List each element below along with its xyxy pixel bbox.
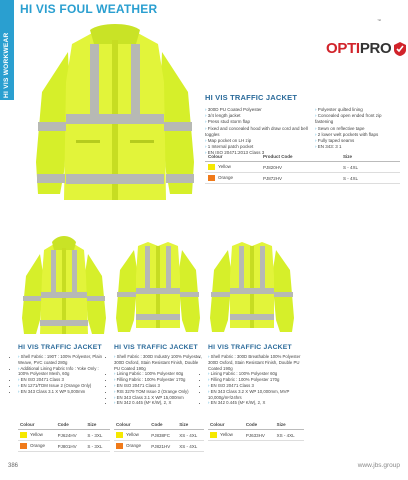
feature-item: › • Shell Fabric : 300D Industry 100% Polyester, 300D Oxford, Stain Resistant Finish, Double PU Coated 190g	[114, 354, 204, 371]
feature-item: › • EN 1271/TDM Issue 2 (Orange Only)	[18, 383, 110, 389]
sub-product-1-table	[18, 420, 110, 452]
main-product-table	[205, 152, 400, 184]
feature-item: › • Lining Fabric : 100% Polyester 60g	[114, 371, 204, 377]
feature-item: › • EN 342 0.445 (M² K/W), 2, X	[208, 400, 308, 406]
table-header-size: Size	[85, 420, 110, 430]
table-header-code: Product Code	[260, 152, 340, 162]
sidebar-label: HI VIS WORKWEAR	[3, 32, 10, 98]
code-cell: PJ801HV	[56, 441, 86, 452]
colour-cell: Orange	[205, 173, 260, 184]
jacket-image-3	[206, 236, 298, 336]
feature-item: › EN 343: 3 1	[315, 144, 400, 150]
sub-product-title: HI VIS TRAFFIC JACKET	[18, 344, 102, 351]
main-jacket-image	[30, 22, 200, 200]
website-link[interactable]: www.jbs.group	[357, 462, 400, 469]
table-header-colour: Colour	[114, 420, 149, 430]
code-cell: PJ838FC	[149, 430, 177, 441]
logo-opti: OPTI	[326, 40, 360, 57]
table-row	[114, 430, 204, 441]
sub-product-features	[208, 354, 308, 406]
table-header-size: Size	[275, 420, 304, 430]
sub-product-features	[18, 354, 110, 395]
size-cell: XS - 4XL	[177, 441, 204, 452]
code-cell: PJ872HV	[260, 173, 340, 184]
table-row	[18, 441, 110, 452]
size-cell: S - 3XL	[85, 430, 110, 441]
feature-item: › • EN 342 0.445 (M² K/W), 2, X	[114, 400, 204, 406]
main-product-title: HI VIS TRAFFIC JACKET	[205, 93, 298, 102]
feature-item: › Concealed open ended front zip fastening	[315, 113, 400, 125]
code-cell: PJ820HV	[260, 162, 340, 173]
feature-item: › Polyester quilted lining	[315, 107, 400, 113]
trademark: ™	[377, 18, 381, 23]
table-row	[205, 173, 400, 184]
feature-item: › Fixed and concealed hood with draw cord and bell toggles	[205, 126, 315, 138]
jacket-image-2	[112, 236, 204, 336]
colour-cell: Yellow	[208, 430, 244, 441]
colour-swatch	[208, 164, 215, 170]
logo-pro: PRO	[359, 40, 392, 57]
feature-item: › • Filling Fabric : 100% Polyester 170g	[208, 377, 308, 383]
size-cell: XS - 4XL	[177, 430, 204, 441]
code-cell: PJ633HV	[244, 430, 275, 441]
table-header-colour: Colour	[205, 152, 260, 162]
table-row	[205, 162, 400, 173]
colour-swatch	[116, 443, 123, 449]
feature-item: › Map pocket on LH zip	[205, 138, 315, 144]
feature-item: › 3/4 length jacket	[205, 113, 315, 119]
feature-item: › 2 lower welt pockets with flaps	[315, 132, 400, 138]
feature-item: › • EN ISO 20471 Class 3	[18, 377, 110, 383]
colour-cell: Orange	[18, 441, 56, 452]
jacket-image-1	[18, 236, 110, 336]
size-cell: S - 3XL	[85, 441, 110, 452]
table-header-code: Code	[149, 420, 177, 430]
table-header-code: Code	[244, 420, 275, 430]
feature-item: › • EN ISO 20471 Class 3	[208, 383, 308, 389]
colour-cell: Orange	[114, 441, 149, 452]
colour-cell: Yellow	[114, 430, 149, 441]
colour-swatch	[210, 432, 217, 438]
size-cell: S - 4XL	[340, 162, 400, 173]
table-header-colour: Colour	[18, 420, 56, 430]
code-cell: PJ624HV	[56, 430, 86, 441]
feature-item: › Press stud storm flap	[205, 119, 315, 125]
feature-item: › Fully taped seams	[315, 138, 400, 144]
sub-product-features	[114, 354, 204, 406]
feature-item: › • Additional Lining Fabric Info : Yoke Only : 100% Polyester Mesh, 60g	[18, 366, 110, 378]
sub-product-3	[208, 344, 308, 406]
table-header-colour: Colour	[208, 420, 244, 430]
size-cell: XS - 4XL	[275, 430, 304, 441]
feature-item: › 1 Internal patch pocket	[205, 144, 315, 150]
sub-product-title: HI VIS TRAFFIC JACKET	[114, 344, 198, 351]
feature-item: › EN ISO 20471:2013 Class 3	[205, 150, 315, 156]
table-row	[208, 430, 304, 441]
page-number: 386	[8, 463, 19, 469]
sub-product-1	[18, 344, 110, 395]
logo-shield-icon	[392, 41, 408, 57]
feature-item: › • EN 343 Class 3.2 X WP 10,000mm, MVP 10,000g/m²/24hrs	[208, 389, 308, 401]
main-product-info	[205, 93, 400, 157]
feature-item: › • EN ISO 20471 Class 3	[114, 383, 204, 389]
feature-item: › • RIS 3279 TOM Issue 2 (Orange Only)	[114, 389, 204, 395]
table-header-code: Code	[56, 420, 86, 430]
colour-cell: Yellow	[18, 430, 56, 441]
table-row	[18, 430, 110, 441]
page-title: HI VIS FOUL WEATHER	[20, 2, 158, 16]
colour-swatch	[116, 432, 123, 438]
feature-item: › • EN 343 Class 3.1 X WP 15,000mm	[114, 395, 204, 401]
feature-item: › 300D PU Coated Polyester	[205, 107, 315, 113]
sub-product-3-table	[208, 420, 304, 441]
sub-product-2	[114, 344, 204, 406]
code-cell: PJ821HV	[149, 441, 177, 452]
features-column-2	[315, 107, 400, 157]
sub-product-2-table	[114, 420, 204, 452]
table-header-size: Size	[340, 152, 400, 162]
size-cell: S - 4XL	[340, 173, 400, 184]
colour-swatch	[208, 175, 215, 181]
optipro-logo	[326, 40, 408, 57]
colour-swatch	[20, 443, 27, 449]
features-column-1	[205, 107, 315, 157]
colour-cell: Yellow	[205, 162, 260, 173]
table-row	[114, 441, 204, 452]
feature-item: › • Shell Fabric : 190T : 100% Polyester, Plain Weave, PVC coated 280g	[18, 354, 110, 366]
main-product-features	[205, 107, 400, 157]
colour-swatch	[20, 432, 27, 438]
sub-product-title: HI VIS TRAFFIC JACKET	[208, 344, 292, 351]
feature-item: › • Lining Fabric : 100% Polyester 60g	[208, 371, 308, 377]
table-header-size: Size	[177, 420, 204, 430]
feature-item: › • Shell Fabric : 300D Breathable 100% Polyester 300D Oxford, Stain Resistant Finish, Double PU Coated 190g	[208, 354, 308, 371]
feature-item: › Sewn on reflective tape	[315, 126, 400, 132]
feature-item: › • EN 343 Class 3.1 X WP 5,000mm	[18, 389, 110, 395]
feature-item: › • Filling Fabric : 100% Polyester 170g	[114, 377, 204, 383]
